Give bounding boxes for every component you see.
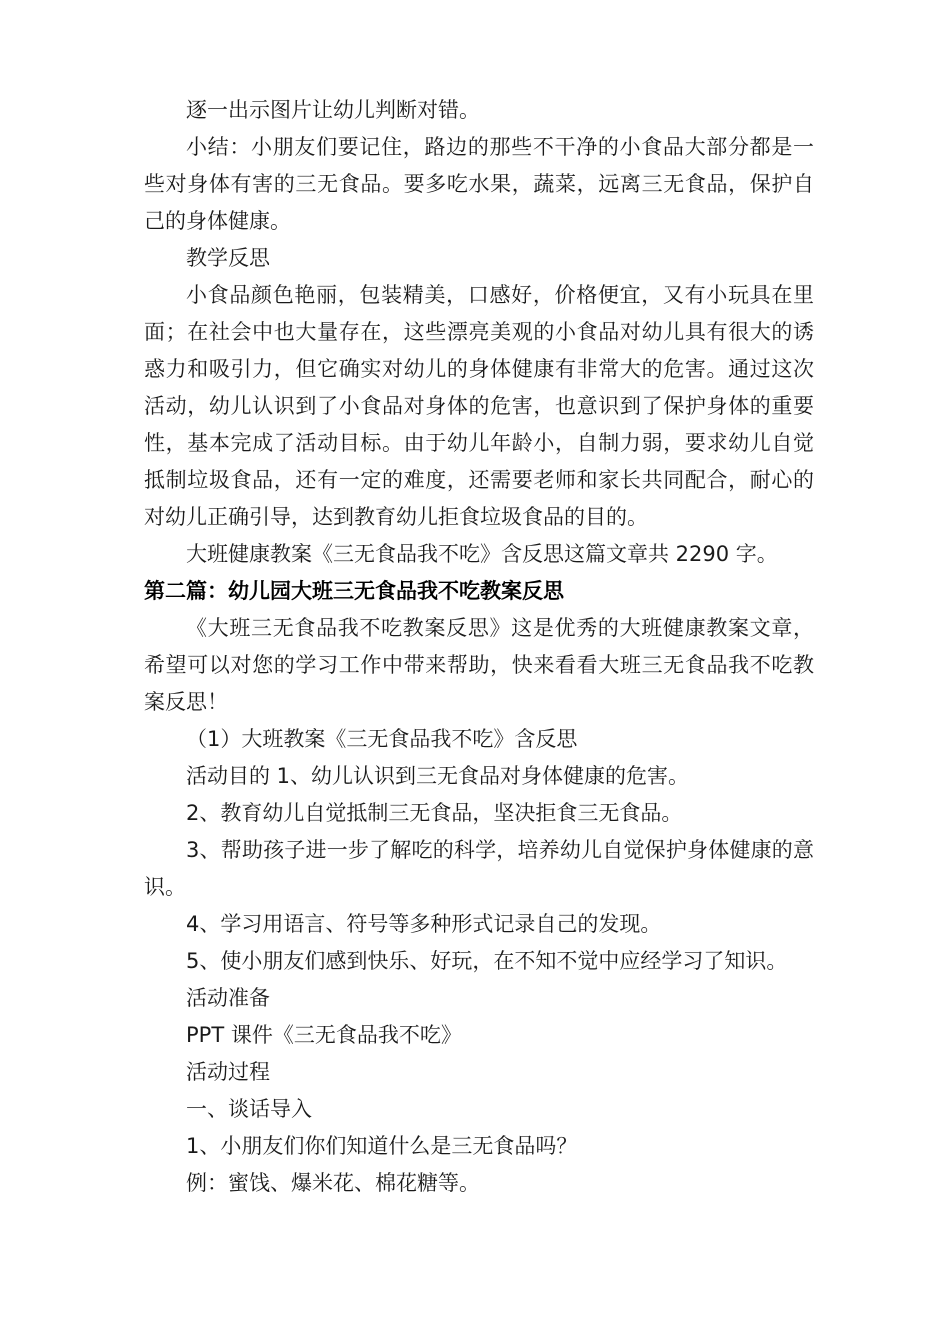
paragraph-reflection-title: 教学反思 [186,246,270,270]
paragraph-step-title: 一、谈话导入 [186,1097,312,1121]
list-item: 3、帮助孩子进一步了解吃的科学，培养幼儿自觉保护身体健康的意识。 [144,838,814,899]
paragraph-question: 1、小朋友们你们知道什么是三无食品吗？ [186,1134,578,1158]
paragraph-preparation: PPT 课件《三无食品我不吃》 [186,1023,462,1047]
paragraph-reflection-body: 小食品颜色艳丽，包装精美，口感好，价格便宜，又有小玩具在里面；在社会中也大量存在，这些漂亮美观的小食品对幼儿具有很大的诱惑力和吸引力，但它确实对幼儿的身体健康有非常大的危害。通过这次活动，幼儿认识到了小食品对身体的危害，也意识到了保护身体的重要性，基本完成了活动目标。由于幼儿年龄小，自制力弱，要求幼儿自觉抵制垃圾食品，还有一定的难度，还需要老师和家长共同配合，耐心的对幼儿正确引导，达到教育幼儿拒食垃圾食品的目的。 [144,283,814,529]
document-body [144,92,814,1202]
paragraph-intro: 《大班三无食品我不吃教案反思》这是优秀的大班健康教案文章，希望可以对您的学习工作中带来帮助，快来看看大班三无食品我不吃教案反思！ [144,616,814,714]
paragraph-preparation-title: 活动准备 [186,986,270,1010]
list-item: 4、学习用语言、符号等多种形式记录自己的发现。 [186,912,662,936]
list-item: 5、使小朋友们感到快乐、好玩，在不知不觉中应经学习了知识。 [186,949,788,973]
paragraph: 逐一出示图片让幼儿判断对错。 [186,98,480,122]
list-item: 2、教育幼儿自觉抵制三无食品，坚决拒食三无食品。 [186,801,683,825]
paragraph-summary: 小结：小朋友们要记住，路边的那些不干净的小食品大部分都是一些对身体有害的三无食品。要多吃水果，蔬菜，远离三无食品，保护自己的身体健康。 [144,135,814,233]
paragraph-word-count: 大班健康教案《三无食品我不吃》含反思这篇文章共 2290 字。 [186,542,778,566]
paragraph-example: 例：蜜饯、爆米花、棉花糖等。 [186,1171,480,1195]
paragraph-process-title: 活动过程 [186,1060,270,1084]
section-heading: 第二篇：幼儿园大班三无食品我不吃教案反思 [144,579,564,603]
list-item: 活动目的 1、幼儿认识到三无食品对身体健康的危害。 [186,764,690,788]
paragraph-subtitle: （1）大班教案《三无食品我不吃》含反思 [186,727,578,751]
